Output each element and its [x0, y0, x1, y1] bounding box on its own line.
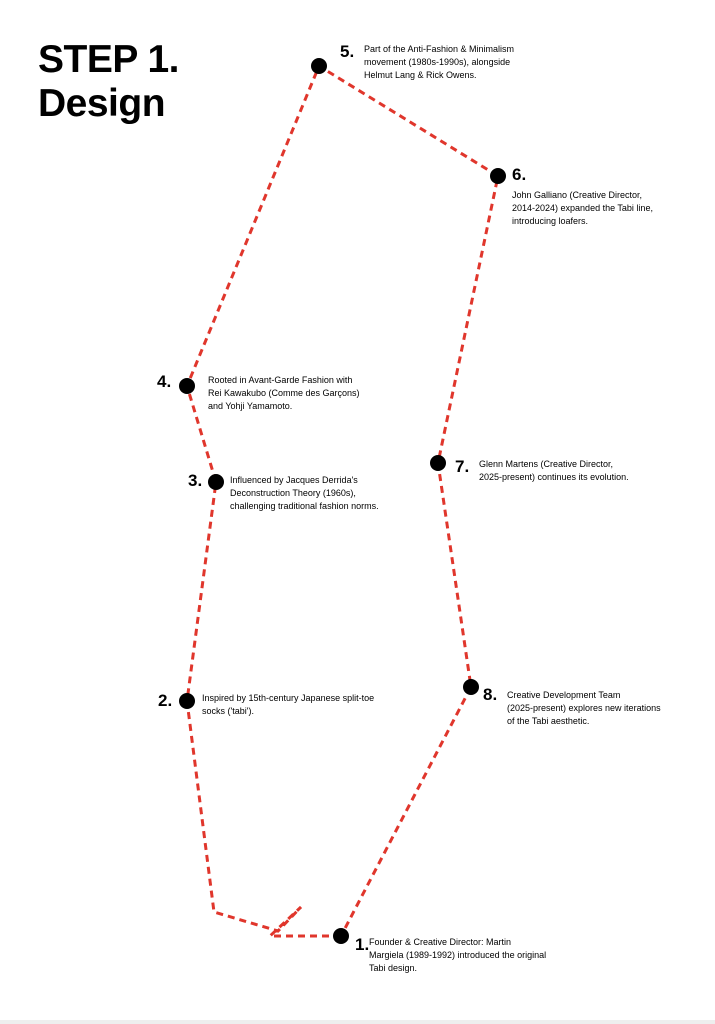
milestone-2-text: Inspired by 15th-century Japanese split-toe socks ('tabi'). [202, 693, 375, 716]
node-1 [333, 928, 349, 944]
milestone-5-text: Part of the Anti-Fashion & Minimalism movement (1980s-1990s), alongside Helmut Lang & Rick Owens. [364, 44, 515, 80]
milestone-4-text: Rooted in Avant-Garde Fashion with Rei Kawakubo (Comme des Garçons) and Yohji Yamamoto. [208, 375, 360, 411]
milestone-3-number: 3. [188, 471, 203, 490]
node-2 [179, 693, 195, 709]
node-8 [463, 679, 479, 695]
milestone-2-number: 2. [158, 691, 173, 710]
node-6 [490, 168, 506, 184]
node-5 [311, 58, 327, 74]
node-3 [208, 474, 224, 490]
milestone-8-number: 8. [483, 685, 498, 704]
node-4 [179, 378, 195, 394]
milestone-7-number: 7. [455, 457, 470, 476]
title-line-2: Design [38, 82, 166, 125]
title-line-1: STEP 1. [38, 38, 180, 81]
milestone-4-number: 4. [157, 372, 172, 391]
milestone-6-number: 6. [512, 165, 527, 184]
milestone-5-number: 5. [340, 42, 355, 61]
milestone-1-text: Founder & Creative Director: Martin Margiela (1989-1992) introduced the original Tabi design. [369, 937, 547, 973]
milestone-7-text: Glenn Martens (Creative Director, 2025-present) continues its evolution. [479, 459, 629, 482]
milestone-8-text: Creative Development Team (2025-present) explores new iterations of the Tabi aesthetic. [507, 690, 661, 726]
bottom-band [0, 1020, 715, 1024]
milestone-3-text: Influenced by Jacques Derrida's Deconstruction Theory (1960s), challenging traditional fashion norms. [230, 475, 379, 511]
node-7 [430, 455, 446, 471]
milestone-1-number: 1. [355, 935, 370, 954]
milestone-6-text: John Galliano (Creative Director, 2014-2024) expanded the Tabi line, introducing loafers. [512, 190, 653, 226]
